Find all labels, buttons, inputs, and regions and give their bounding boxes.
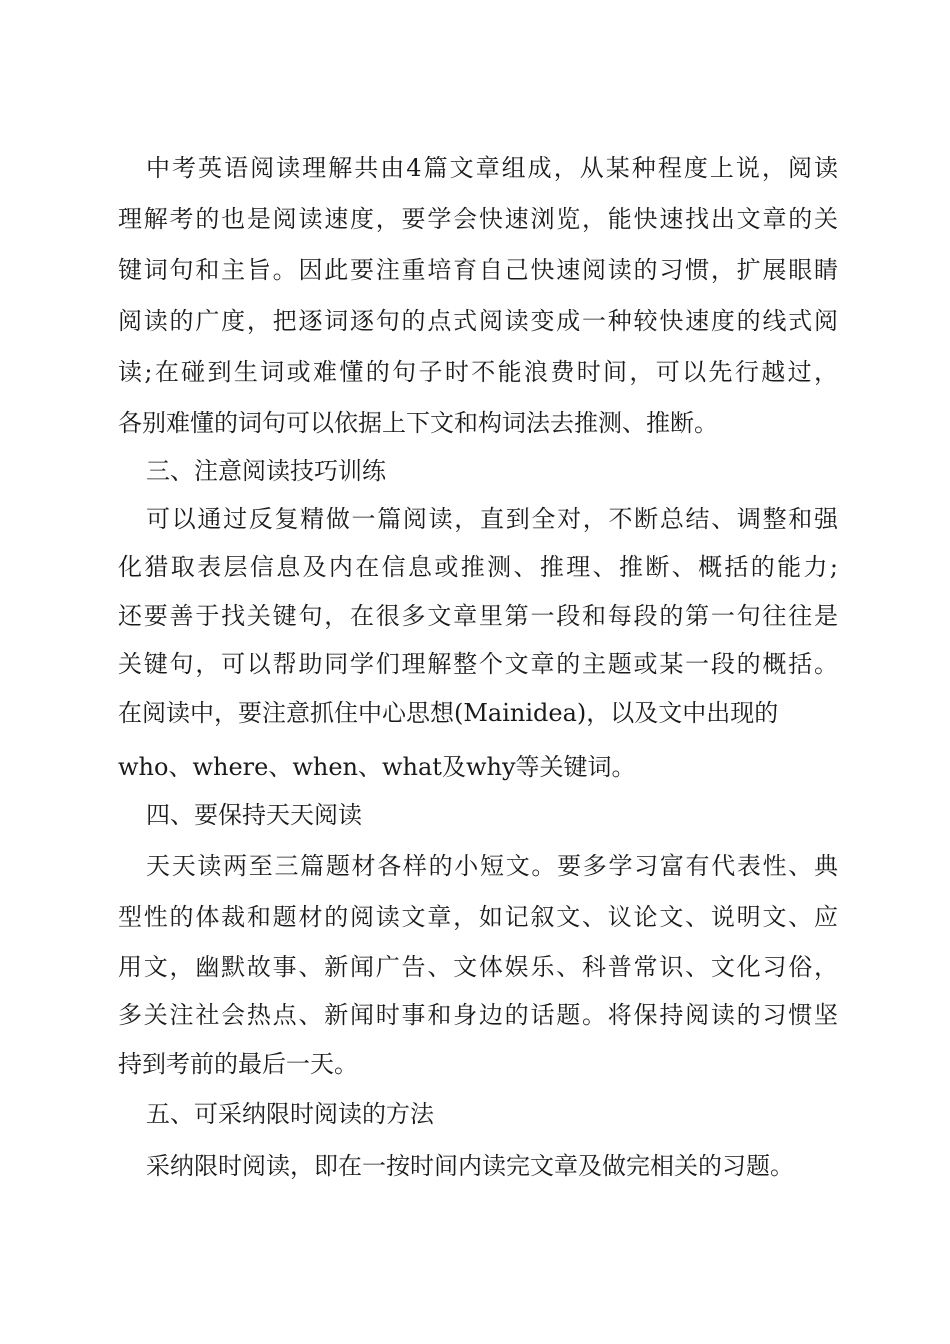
paragraph-line: 各别难懂的词句可以依据上下文和构词法去推测、推断。 xyxy=(118,409,718,437)
paragraph-line: 持到考前的最后一天。 xyxy=(118,1050,358,1078)
paragraph-line: who、where、when、what及why等关键词。 xyxy=(118,753,636,781)
section-heading: 五、可采纳限时阅读的方法 xyxy=(146,1100,434,1128)
section-heading: 三、注意阅读技巧训练 xyxy=(146,457,386,485)
section-heading: 四、要保持天天阅读 xyxy=(146,801,362,829)
paragraph-line: 在阅读中，要注意抓住中心思想(Mainidea)，以及文中出现的 xyxy=(118,699,779,727)
paragraph-line: 键词句和主旨。因此要注重培育自己快速阅读的习惯，扩展眼睛 xyxy=(118,256,838,284)
paragraph-line: 可以通过反复精做一篇阅读，直到全对，不断总结、调整和强 xyxy=(146,505,838,533)
paragraph-line: 阅读的广度，把逐词逐句的点式阅读变成一种较快速度的线式阅 xyxy=(118,307,838,335)
paragraph-line: 关键句，可以帮助同学们理解整个文章的主题或某一段的概括。 xyxy=(118,650,838,678)
paragraph-line: 理解考的也是阅读速度，要学会快速浏览，能快速找出文章的关 xyxy=(118,205,838,233)
paragraph-line: 读;在碰到生词或难懂的句子时不能浪费时间，可以先行越过， xyxy=(118,358,838,386)
paragraph-line: 中考英语阅读理解共由4篇文章组成，从某种程度上说，阅读 xyxy=(146,154,838,182)
paragraph-line: 用文，幽默故事、新闻广告、文体娱乐、科普常识、文化习俗， xyxy=(118,953,838,981)
paragraph-line: 采纳限时阅读，即在一按时间内读完文章及做完相关的习题。 xyxy=(146,1152,794,1180)
paragraph-line: 天天读两至三篇题材各样的小短文。要多学习富有代表性、典 xyxy=(146,852,838,880)
paragraph-line: 型性的体裁和题材的阅读文章，如记叙文、议论文、说明文、应 xyxy=(118,903,838,931)
paragraph-line: 多关注社会热点、新闻时事和身边的话题。将保持阅读的习惯坚 xyxy=(118,1001,838,1029)
paragraph-line: 还要善于找关键句，在很多文章里第一段和每段的第一句往往是 xyxy=(118,602,838,630)
paragraph-line: 化猎取表层信息及内在信息或推测、推理、推断、概括的能力; xyxy=(118,553,838,581)
